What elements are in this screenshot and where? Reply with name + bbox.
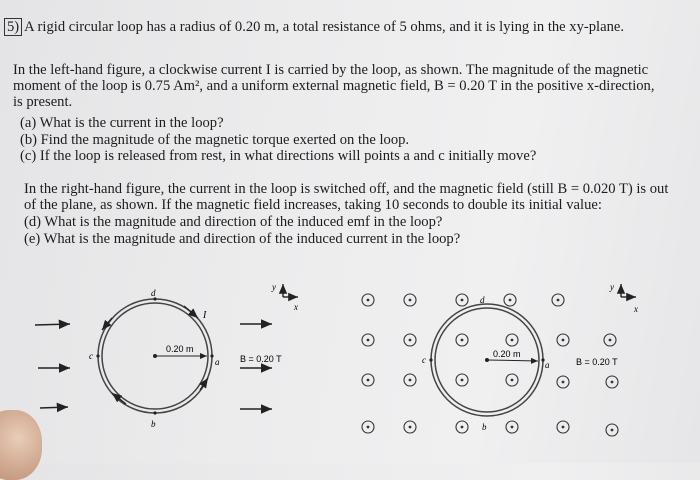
right-point-c: c <box>422 355 426 365</box>
field-out-icon <box>557 376 569 388</box>
left-point-b: b <box>151 419 156 429</box>
left-radius-label: 0.20 m <box>166 344 194 354</box>
para2-line-2: of the plane, as shown. If the magnetic field increases, taking 10 seconds to double its initial value: <box>24 197 602 213</box>
point-dot <box>210 354 213 357</box>
field-out-icon <box>404 294 416 306</box>
right-point-b: b <box>482 422 487 432</box>
left-axis-x: x <box>294 302 298 312</box>
field-out-icon <box>557 334 569 346</box>
para1-line-1: In the left-hand figure, a clockwise current I is carried by the loop, as shown. The magnitude of the magnetic <box>13 62 649 78</box>
right-point-d: d <box>480 295 485 305</box>
question-d: (d) What is the magnitude and direction of the induced emf in the loop? <box>24 214 443 230</box>
field-out-icon <box>604 334 616 346</box>
right-figure <box>362 282 638 436</box>
field-out-icon <box>506 334 518 346</box>
field-out-icon <box>456 294 468 306</box>
field-out-icon <box>362 421 374 433</box>
field-out-icon <box>362 334 374 346</box>
question-e: (e) What is the magnitude and direction of the induced current in the loop? <box>24 231 461 247</box>
field-out-icon <box>506 374 518 386</box>
field-out-icon <box>506 421 518 433</box>
point-dot <box>153 411 156 414</box>
field-out-icon <box>504 294 516 306</box>
left-point-a: a <box>215 357 220 367</box>
current-label: I <box>203 310 207 321</box>
para1-line-3: is present. <box>13 94 73 110</box>
field-out-icon <box>404 334 416 346</box>
radius-arrow-icon <box>487 360 538 361</box>
right-axis-y: y <box>610 282 614 292</box>
field-arrow-icon <box>40 407 68 408</box>
left-figure <box>35 282 298 429</box>
field-arrow-icon <box>35 324 70 325</box>
right-axis-x: x <box>634 304 638 314</box>
field-out-icon <box>456 421 468 433</box>
figures <box>0 270 700 463</box>
problem-number: 5) <box>4 18 22 36</box>
right-field-label: B = 0.20 T <box>576 357 618 367</box>
point-dot <box>96 354 99 357</box>
left-point-c: c <box>89 351 93 361</box>
left-axis-y: y <box>272 282 276 292</box>
finger-thumb <box>0 410 42 480</box>
problem-intro: A rigid circular loop has a radius of 0.20 m, a total resistance of 5 ohms, and it is lying in the xy-plane. <box>24 19 625 35</box>
field-out-icon <box>552 294 564 306</box>
field-out-icon <box>606 424 618 436</box>
field-out-icon <box>557 421 569 433</box>
point-dot <box>429 358 432 361</box>
right-point-a: a <box>545 360 550 370</box>
para1-line-2: moment of the loop is 0.75 Am², and a uniform external magnetic field, B = 0.20 T in the positive x-direction, <box>13 78 655 94</box>
field-out-icon <box>606 376 618 388</box>
field-out-icon <box>456 334 468 346</box>
field-out-icon <box>456 374 468 386</box>
right-radius-label: 0.20 m <box>493 349 521 359</box>
question-a: (a) What is the current in the loop? <box>20 115 224 131</box>
field-out-icon <box>362 294 374 306</box>
para2-line-1: In the right-hand figure, the current in the loop is switched off, and the magnetic field (still B = 0.020 T) is out <box>24 181 669 197</box>
field-out-icon <box>404 374 416 386</box>
left-point-d: d <box>151 288 156 298</box>
problem-line-1 <box>4 19 624 35</box>
question-c: (c) If the loop is released from rest, in what directions will points a and c initially move? <box>20 148 537 164</box>
question-b: (b) Find the magnitude of the magnetic torque exerted on the loop. <box>20 132 410 148</box>
left-field-label: B = 0.20 T <box>240 354 282 364</box>
field-out-icon <box>362 374 374 386</box>
field-out-icon <box>404 421 416 433</box>
current-arrow-icon <box>200 378 208 390</box>
